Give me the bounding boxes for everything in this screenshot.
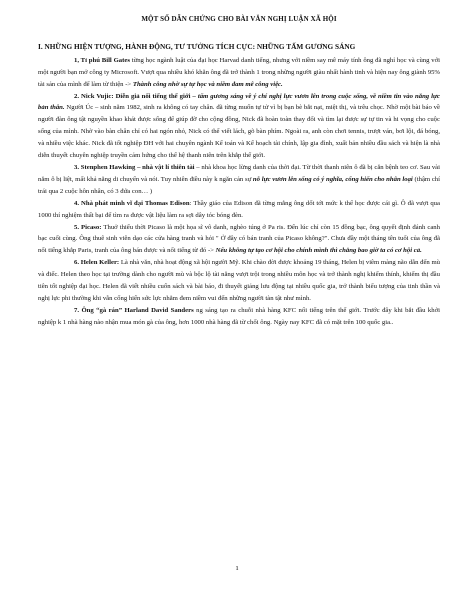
paragraph-nick-vujic [38, 91, 440, 162]
paragraph-bill-gates [38, 55, 440, 91]
paragraph-helen-keller [38, 257, 440, 305]
paragraph-label: 1, Tỉ phú Bill Gates [74, 56, 130, 64]
paragraph-label: 4. Nhà phát minh vĩ đại Thomas Edison [74, 199, 190, 207]
paragraph-stephen-hawking [38, 162, 440, 198]
section-heading: I. NHỮNG HIỆN TƯỢNG, HÀNH ĐỘNG, TƯ TƯỞNG TÍCH CỰC: NHỮNG TẤM GƯƠNG SÁNG [38, 41, 356, 51]
paragraph-tail: (thậm chí trái qua 2 cuộc hôn nhân, có 3 đứa con… ) [38, 175, 441, 195]
paragraph-label: 3. Stenphen Hawking – nhà vật lí thiên tài [74, 163, 195, 171]
paragraph-emphasis: nỗ lực vươn lên sống có ý nghĩa, cống hiến cho nhân loại [251, 175, 413, 183]
paragraph-text: Thuở thiếu thời Picaso là một họa sĩ vô danh, nghèo túng ở Pa ris. Đến lúc chỉ còn 15 đồng bạc, ông quyết định đánh canh bạc cuối cùng. Ông thuê sinh viên dạo các cửa hàng tranh và hỏi " Ở đây có bán tranh của Picaso không?". Chưa đầy một tháng tên tuổi của ông đã nổi tiếng khắp Paris, tranh của ông bán được và nổi tiếng từ đó -> [38, 223, 440, 255]
paragraph-text: Là nhà văn, nhà hoạt động xã hội người Mỹ. Khi chào đời được khoảng 19 tháng, Helen bị viêm màng não dẫn đến mù và điếc. Helen theo học tại trường dành cho người mù và bộc lộ tài năng vượt trội trong nhiều môn học và trở thành nghị khiếm thính, khiếm thị đầu tiên tốt nghiệp đại học. Helen đã viết nhiều cuốn sách và bài báo, đi thuyết giảng lưu động tại nhiều quốc gia, trở thành biểu tượng của tinh thần và nghị lực phi thường khi vẫn cống hiến sức lực nhằm đem niềm vui đến những người tàn tật như mình. [38, 259, 441, 302]
paragraph-text: ng sáng tạo ra chuỗi nhà hàng KFC nổi tiếng trên thế giới. Trước đây khi bắt đầu khởi nghiệp k 1 nhà hàng nào nhận mua món gà của ông, hơn 1000 nhà hàng đã từ chối ông. Ngày nay KFC đã có mặt trên 100 quốc gia.. [38, 306, 440, 326]
document-title: MỘT SỐ DẪN CHỨNG CHO BÀI VĂN NGHỊ LUẬN XÃ HỘI [141, 15, 337, 23]
paragraph-conclusion: Thành công nhờ sự tự học và niềm đam mê công việc. [131, 80, 283, 88]
paragraph-text: từng học ngành luật của đại học Harvad danh tiếng, nhưng với niềm say mê máy tính ông đã nghỉ học và cùng với một người bạn mở công ty Microsoft. Vượt qua nhiều khó khăn ông đã trở thành 1 trong những người giàu nhất hành tinh và hiện nay ông giành 95% tài sản của mình để làm từ thiện -> [38, 56, 441, 88]
paragraph-text: : Thầy giáo của Edison đã từng mắng ông dốt tới mức k thể học được cái gì. Ô đã vượt qua 1000 thí nghiệm thất bại để tìm ra được vật liệu làm ra sợi dây tóc bóng đèn. [38, 199, 440, 219]
paragraph-emphasis: – tấm gương sáng về ý chí nghị lực vươn lên trong cuộc sống, về niềm tin vào năng lực bản thân. [38, 92, 440, 112]
paragraph-text: – nhà khoa học lừng danh của thời đại. Từ thời thanh niên ô đã bị căn bệnh teo cơ. Sau vài năm ô bị liệt, mất khả năng di chuyển và nói. Tuy nhiên điều này k ngăn cản sự [38, 163, 440, 183]
paragraph-label: 6. Helen Keller: [74, 259, 120, 267]
paragraph-harland-sanders [38, 305, 440, 329]
paragraph-label: 7. Ông “gà rán” Harland David Sanders [74, 306, 194, 314]
paragraph-label: 5. Picaso: [74, 223, 102, 231]
paragraph-label: 2. Nick Vujic: Diễn giả nổi tiếng thế giới [74, 92, 191, 100]
paragraph-text: Người Úc – sinh năm 1982, sinh ra không có tay chân. đã từng muốn tự tử vì bị bạn bè bắt nạt, miệt thị, và trêu chọc. Nhờ một bài báo về người đàn ông tật nguyền khao khát được sống để giúp đỡ cho cộng đồng, Nick đã hoàn toàn thay đổi và tìm lại được sự tự tin và hi vọng cho cuộc sống của mình. Nhờ vào bàn chân chỉ có hai ngón nhỏ, Nick có thể viết lách, gõ bàn phím. Ngoài ra, anh còn chơi tennis, trượt ván, bơi lội, đá bóng, và nhiều việc khác. Nick đã tốt nghiệp ĐH với hai chuyên ngành Kế toán và Kế hoạch tài chính, lập gia đình, xuất bản nhiều đầu sách và hiện là nhà diễn thuyết chuyên nghiệp truyền cảm hứng cho thế hệ thanh niên trên khắp thế giới. [38, 104, 440, 160]
paragraph-emphasis: Nếu không tự tạo cơ hội cho chính mình thì chẳng bao giờ ta có cơ hội cả. [213, 247, 422, 255]
page-number: 1 [235, 565, 239, 572]
paragraph-picaso [38, 222, 440, 258]
paragraph-thomas-edison [38, 198, 440, 222]
